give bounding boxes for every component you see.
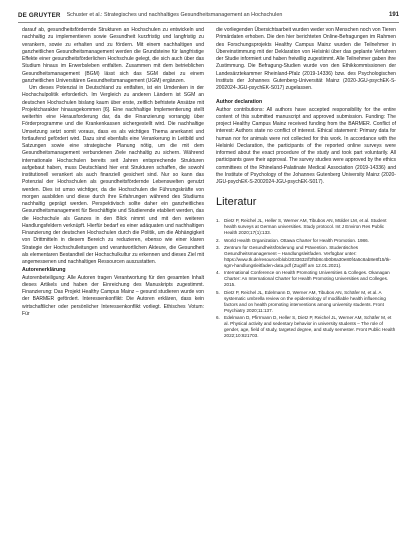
reference-list	[216, 218, 396, 339]
right-column	[216, 27, 396, 340]
author-declaration-text: Author contributions: All authors have accepted responsibility for the entire content of this submitted manuscript and approved submission. Funding: The project Healthy Campus Mainz received funding from the BARMER. Conflict of interest: Authors state no conflict of interest. Ethical statement: Primary data for human nor for animals were not collected for this work. In accordance with the Helsinki Declaration, the participants of the reported online surveys were informed about the exact procedure of the study and took part voluntarily. All participants gave their approval. The survey studies were approved by the ethics committees of the Rhineland-Palatinate Medical Association (2019-14336) and the Institute of Psychology of the Johannes Gutenberg University Mainz (2020-JGU-psychEK-S-2002024-JGU-psychEK-S017).	[216, 106, 396, 185]
reference-number: 6.	[216, 314, 220, 320]
reference-number: 3.	[216, 244, 220, 250]
reference-number: 2.	[216, 237, 220, 243]
author-declaration-heading: Author declaration	[216, 99, 263, 106]
reference-number: 5.	[216, 289, 220, 295]
reference-text: Dietz P, Reichel JL, Edelmann D, Werner AM, Tibubos AN, Schäfer M, et al. A systematic umbrella review on the epidemiology of modifiable health influencing factors and on health promoting interventions among university students. Front Psychiatry 2020;11:137.	[224, 289, 386, 313]
reference-text: World Health Organization. Ottawa Charter for Health Promotion. 1986.	[224, 237, 369, 243]
reference-number: 4.	[216, 270, 220, 276]
reference-text: Dietz P, Reichel JL, Heller S, Werner AM, Tibubos AN, Mülder LM, et al. Student health surveys at German universities. Study protocol. Int J Environ Res Public Health 2020;17(1):133.	[224, 218, 387, 236]
body-paragraph: darauf ab, gesundheitsfördernde Strukturen an Hochschulen zu entwickeln und nachhaltig zu implementieren sowie Gesundheit kurzfristig und langfristig zu verankern, sowie zu erhalten und zu fördern. Mit einem nachhaltigen und ganzheitlichen Gesundheitsmanagement werden die Grundsteine für langfristige Effekte einer gesundheitsförderlichen Hochschule gelegt, die sich auch über das Studium hinaus im Erwerbsleben entfalten. Zusammen mit dem betrieblichen Gesundheitsmanagement (BGM) lässt sich das SGM dabei zu einem ganzheitlichen Universitären Gesundheitsmanagement (UGM) ergänzen.	[22, 27, 204, 84]
reference-number: 1.	[216, 218, 220, 224]
publisher-logo: DE GRUYTER	[18, 11, 61, 19]
reference-item	[216, 218, 396, 236]
reference-item	[216, 238, 396, 244]
author-declarations-heading: Autorenerklärung	[22, 267, 66, 274]
body-paragraph: Um dieses Potenzial in Deutschland zu entfalten, ist ein Umdenken in der Hochschulpolitik erforderlich. Im Vergleich zu anderen Ländern ist SGM an deutschen Hochschulen bislang kaum über erste, zeitlich befristete Ansätze mit Projektcharakter hinausgekommen [6]. Eine nachhaltige Implementierung stellt weiterhin eine Herausforderung dar, da die Finanzierung vorrangig über Förderprogramme und die Krankenkassen sichergestellt wird. Die nachhaltige Umsetzung setzt somit voraus, dass es als wichtiges Thema anerkannt und fortlaufend gefördert wird. Dazu sind ebenfalls eine Verankerung in Leitbild und Satzungen sowie eine strategische Planung nötig, um die mit dem Gesundheitsmanagement verbundenen Ziele nachhaltig zu sichern. Während internationale Hochschulen bereits seit Jahren entsprechende Strukturen aufgebaut haben, muss Deutschland hier erst Strukturen schaffen, die sowohl institutionell verankert als auch finanziell gesichert sind. Nur so kann das Potenzial der Hochschulen als gesundheitsfördernde Lebenswelten genutzt werden. Dies ist umso wichtiger, da die Hochschulen die Führungskräfte von morgen ausbilden und diese durch ihre Erfahrungen während des Studiums nachhaltig geprägt werden. Perspektivisch sollte daher ein ganzheitliches Gesundheitsmanagement für Beschäftigte und Studierende etabliert werden, das die Hochschule als Ganzes in den Blick nimmt und mit den weiteren Handlungsfeldern verknüpft. Hierfür bedarf es einer adäquaten und nachhaltigen Finanzierung der deutschen Hochschulen durch die Politik, um die Abhängigkeit von Drittmitteln in diesem Bereich zu reduzieren, ebenso wie einer klaren Strategie der Hochschulleitungen und verantwortlichen Akteure, die Gesundheit als elementaren Bestandteil der Hochschulkultur zu erkennen und dieses Ziel mit angemessenen und nachhaltigen Ressourcen auszustatten.	[22, 85, 204, 265]
reference-item	[216, 290, 396, 314]
reference-item	[216, 315, 396, 339]
left-column	[22, 27, 204, 318]
running-header	[18, 8, 399, 23]
literature-heading: Literatur	[216, 196, 257, 209]
author-declarations-text: Autorenbeteiligung: Alle Autoren tragen Verantwortung für den gesamten Inhalt dieses Artikels und haben der Einreichung des Manuskripts zugestimmt. Finanzierung: Das Projekt Healthy Campus Mainz – gesund studieren wurde von der BARMER gefördert. Interessenkonflikt: Die Autoren erklären, dass kein wirtschaftlicher oder persönlicher Interessenkonflikt vorliegt. Ethisches Votum: Für	[22, 274, 204, 317]
reference-text: International Conference on Health Promoting Universities & Colleges. Okanagan Charter: An International Charter for Health Promoting Universities and Colleges. 2015.	[224, 270, 390, 288]
reference-text: Zentrum für Gesundheitsförderung und Prävention. Studentisches Gesundheitsmanagement – Handlungsleitfaden. Verfügbar unter: https://www.tk.de/resource/blob/2033632/f2f5b8c4b0b8a30e80f4a5c8ab8e8f15/tk-sgm-handlungsleitfaden-data.pdf (Zugriff am 12.01.2021).	[224, 244, 391, 268]
running-title: Schuster et al.: Strategisches und nachhaltiges Gesundheitsmanagement an Hochschulen	[66, 12, 283, 18]
reference-text: Edelmann D, Pfirrmann D, Heller S, Dietz P, Reichel JL, Werner AM, Schäfer M, et al. Physical activity and sedentary behavior in university students – The role of gender, age, field of study, targeted degree, and study semester. Front Public Health 2022;10:821703.	[224, 314, 396, 339]
reference-item	[216, 245, 396, 269]
reference-item	[216, 270, 396, 288]
page-number: 191	[388, 12, 399, 18]
ethics-continuation-text: die vorliegenden Übersichtsarbeit wurden weder von Menschen noch von Tieren Primärdaten erhoben. Die den hier berichteten Online-Befragungen im Rahmen des Forschungsprojekts Healthy Campus Mainz wurden die Teilnehmer in Übereinstimmung mit der Deklaration von Helsinki über das geplante Verfahren der Studie informiert und haben freiwillig zugestimmt. Alle Teilnehmer gaben ihre Zustimmung. Die Befragung-Studien wurde von den Ethikkommissionen der Landesärztekammer Rheinland-Pfalz (2019-14336) bzw. des Psychologischen Instituts der Johannes Gutenberg-Universität Mainz (2020-JGU-psychEK-S-2002024-JGU-psychEK-S017) zugelassen.	[216, 27, 396, 91]
